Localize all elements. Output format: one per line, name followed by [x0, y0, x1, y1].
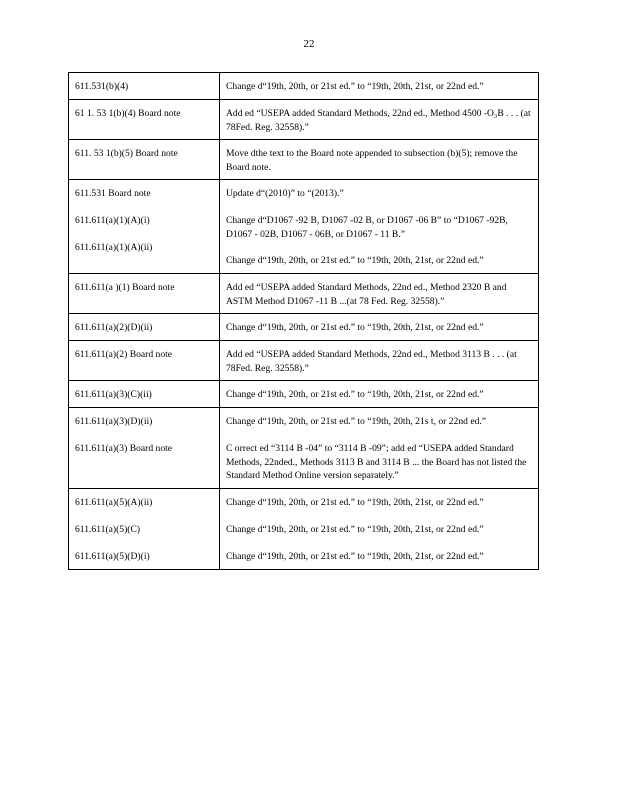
change-cell: [220, 180, 539, 274]
section-cell: [69, 341, 220, 381]
section-reference: 611.611(a)(5)(D)(i): [75, 550, 150, 562]
change-description: Update d“(2010)” to “(2013).”: [226, 188, 344, 199]
section-reference: 611.611(a )(1) Board note: [75, 282, 175, 293]
section-cell: [69, 314, 220, 341]
section-cell: [69, 140, 220, 180]
page-number: 22: [303, 38, 315, 50]
change-cell: [220, 140, 539, 180]
change-cell: [220, 314, 539, 341]
amendments-table: [68, 72, 539, 570]
table-row: [69, 381, 539, 408]
change-cell: [220, 100, 539, 140]
section-reference: 611.611(a)(5)(C): [75, 523, 141, 535]
section-reference: 611.611(a)(1)(A)(ii): [75, 242, 153, 253]
section-reference: 611.611(a)(3)(C)(ii): [75, 389, 152, 400]
section-reference: 611.611(a)(2) Board note: [75, 349, 173, 360]
change-cell: [220, 341, 539, 381]
section-reference: 611.611(a)(5)(A)(ii): [75, 496, 153, 508]
section-reference: 611.611(a)(1)(A)(i): [75, 215, 150, 226]
change-cell: [220, 274, 539, 314]
change-description: Change d“19th, 20th, or 21st ed.” to “19th, 20th, 21st, or 22nd ed.”: [226, 81, 484, 92]
change-description: Add ed “USEPA added Standard Methods, 22nd ed., Method 3113 B . . . (at 78Fed. Reg. 32558).”: [226, 349, 517, 374]
section-reference: 611.531(b)(4): [75, 81, 129, 92]
section-cell: [69, 381, 220, 408]
table-row: [69, 314, 539, 341]
change-cell: [220, 381, 539, 408]
table-row: [69, 180, 539, 274]
section-reference: 611.531 Board note: [75, 188, 151, 199]
change-cell: [220, 73, 539, 100]
change-description: C orrect ed “3114 B -04” to “3114 B -09”; add ed “USEPA added Standard Methods, 22nded., Methods 3113 B and 3114 B ... the Board has not listed the Standard Method Online version separately.”: [226, 443, 527, 481]
table-body: [69, 73, 539, 570]
change-cell: [220, 488, 539, 569]
table-row: [69, 100, 539, 140]
table-row: [69, 341, 539, 381]
section-reference: 611.611(a)(3) Board note: [75, 443, 173, 454]
change-description: Change d“D1067 -92 B, D1067 -02 B, or D1067 -06 B” to “D1067 -92B, D1067 - 02B, D1067 - 06B, or D1067 - 11 B.”: [226, 215, 508, 240]
section-cell: [69, 100, 220, 140]
change-description: Change d“19th, 20th, or 21st ed.” to “19th, 20th, 21s t, or 22nd ed.”: [226, 416, 487, 427]
table-row: [69, 274, 539, 314]
change-description: Add ed “USEPA added Standard Methods, 22nd ed., Method 2320 B and ASTM Method D1067 -11 B ...(at 78 Fed. Reg. 32558).”: [226, 282, 507, 307]
change-description: Change d“19th, 20th, or 21st ed.” to “19th, 20th, 21st, or 22nd ed.”: [226, 389, 484, 400]
change-description: Change d“19th, 20th, or 21st ed.” to “19th, 20th, 21st, or 22nd ed.”: [226, 255, 484, 266]
section-reference: 611.611(a)(2)(D)(ii): [75, 322, 153, 333]
table-row: [69, 488, 539, 569]
section-reference: 611.611(a)(3)(D)(ii): [75, 416, 153, 427]
section-cell: [69, 408, 220, 489]
table-row: [69, 140, 539, 180]
change-description: Move dthe text to the Board note appended to subsection (b)(5); remove the Board note.: [226, 148, 518, 173]
change-description: Add ed “USEPA added Standard Methods, 22nd ed., Method 4500 -O₃B . . . (at 78Fed. Reg. 32558).”: [226, 108, 531, 133]
change-description: Change d“19th, 20th, or 21st ed.” to “19th, 20th, 21st, or 22nd ed.”: [226, 496, 484, 508]
change-description: Change d“19th, 20th, or 21st ed.” to “19th, 20th, 21st, or 22nd ed.”: [226, 550, 484, 562]
change-description: Change d“19th, 20th, or 21st ed.” to “19th, 20th, 21st, or 22nd ed.”: [226, 523, 484, 535]
section-cell: [69, 180, 220, 274]
section-reference: 61 1. 53 1(b)(4) Board note: [75, 108, 181, 119]
change-description: Change d“19th, 20th, or 21st ed.” to “19th, 20th, 21st, or 22nd ed.”: [226, 322, 484, 333]
section-cell: [69, 488, 220, 569]
section-reference: 611. 53 1(b)(5) Board note: [75, 148, 178, 159]
table-row: [69, 408, 539, 489]
section-cell: [69, 274, 220, 314]
section-cell: [69, 73, 220, 100]
change-cell: [220, 408, 539, 489]
table-row: [69, 73, 539, 100]
